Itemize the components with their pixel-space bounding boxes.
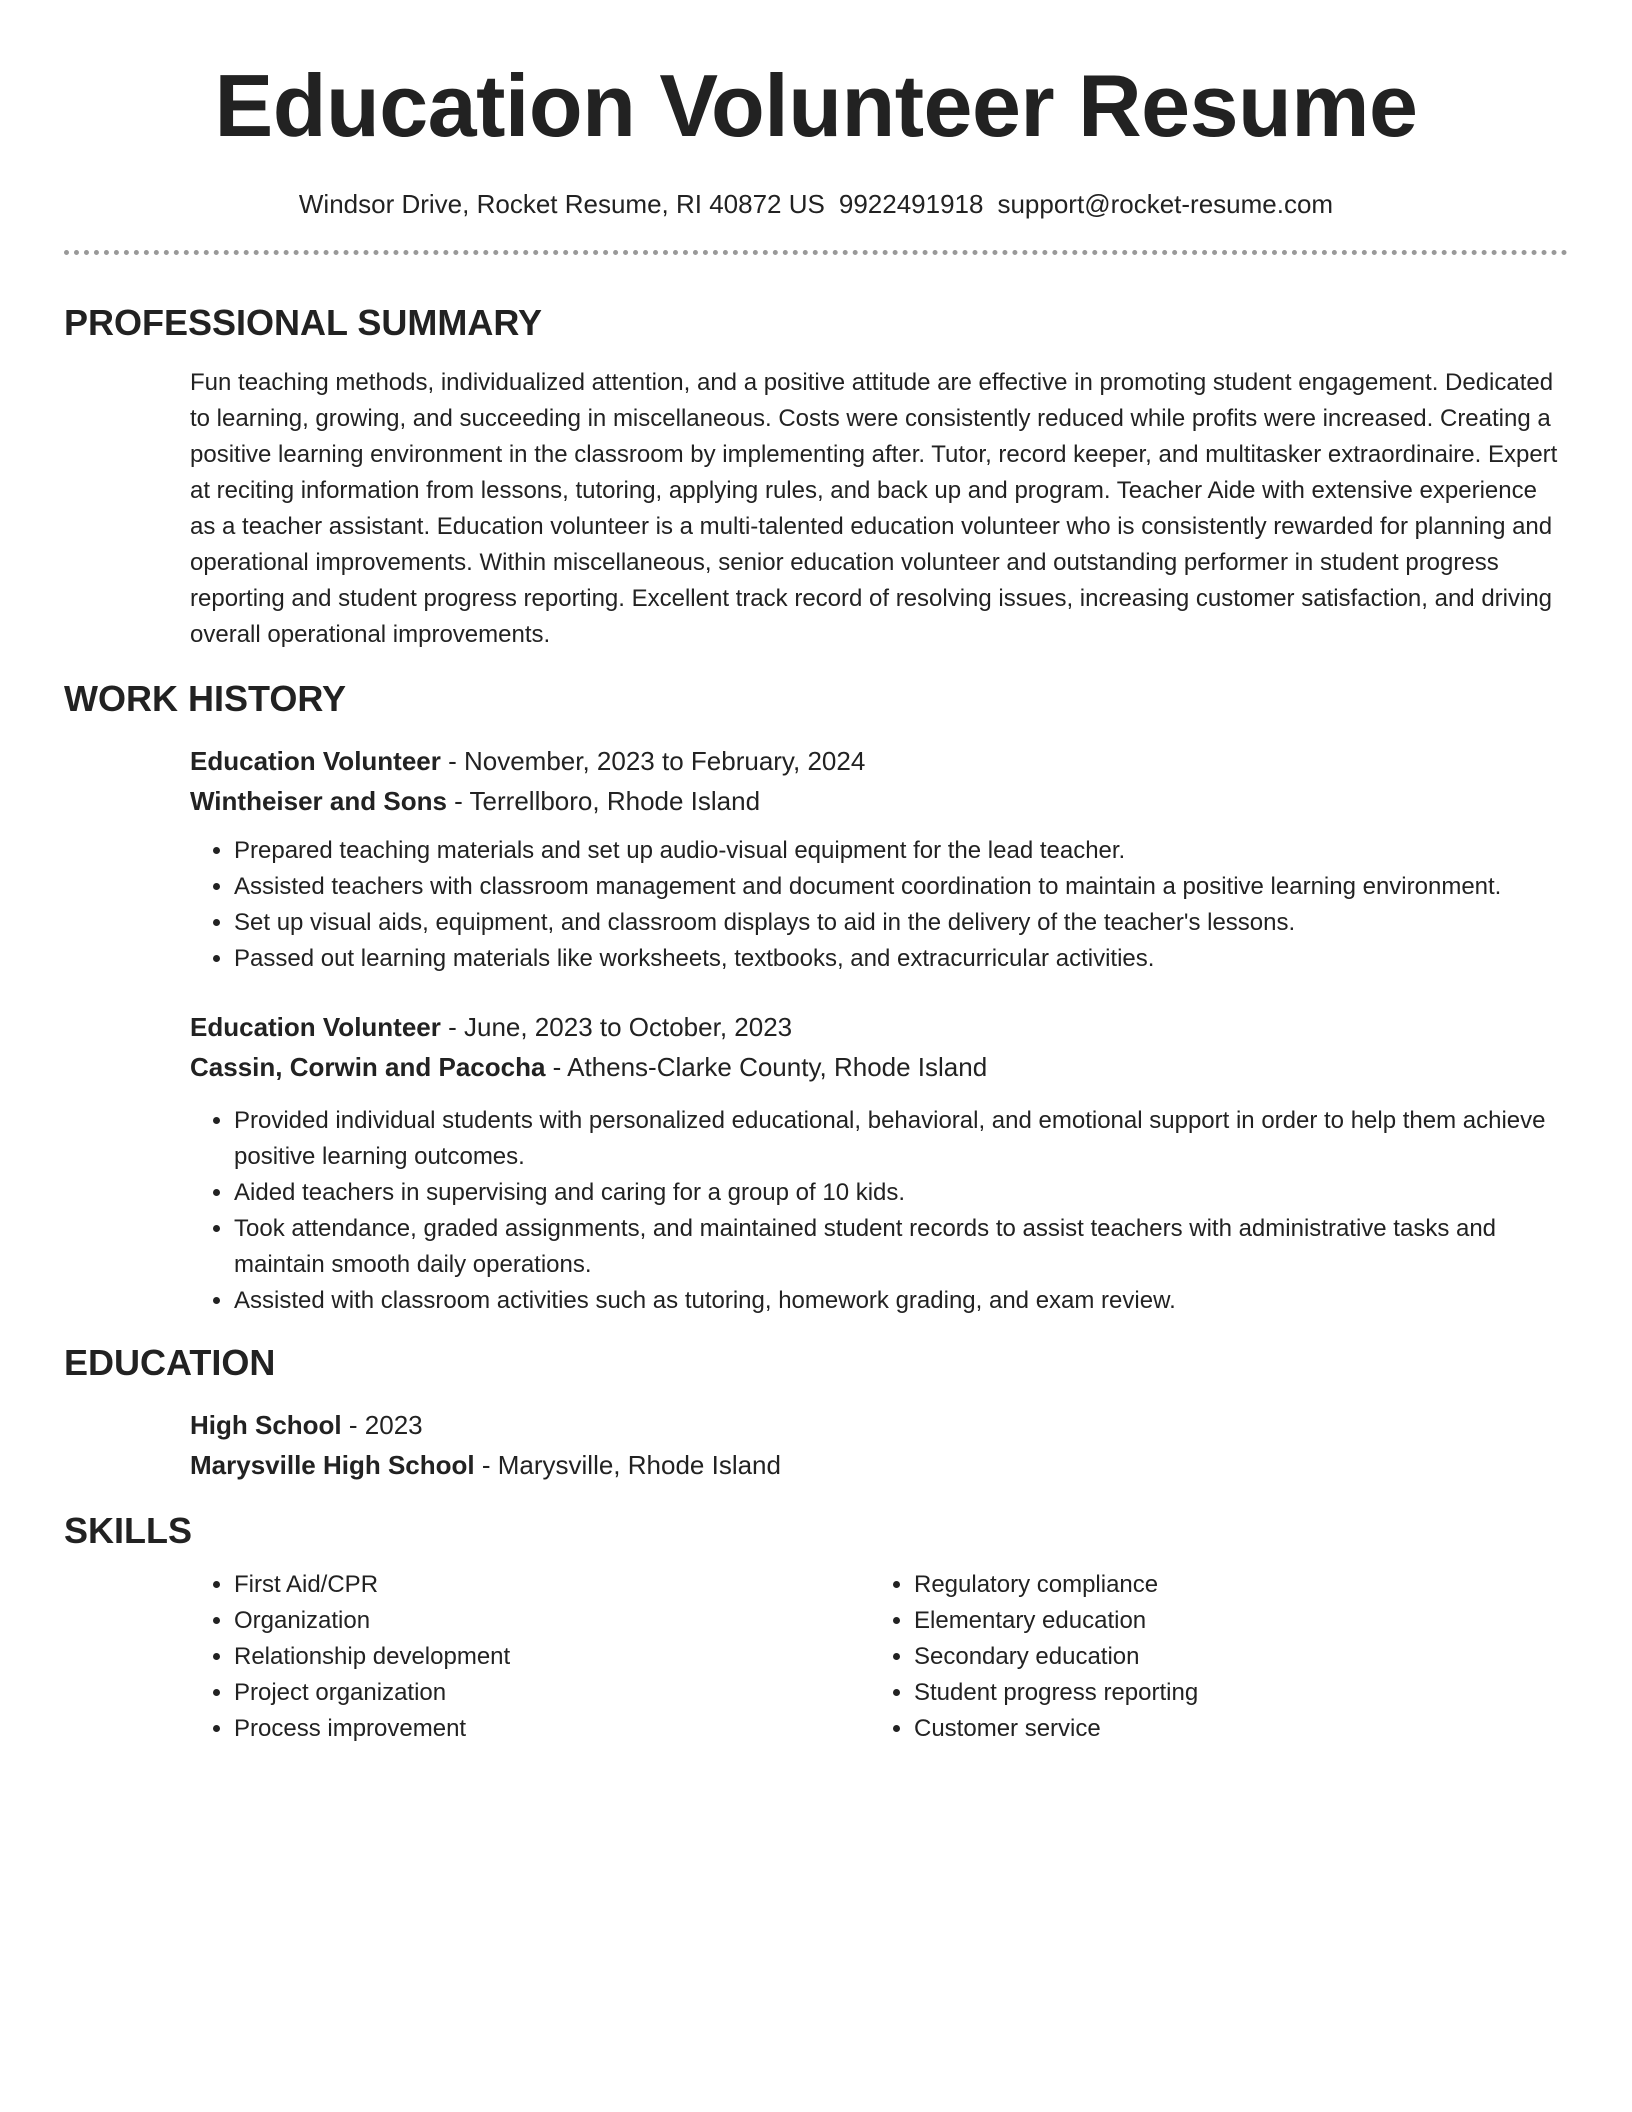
job-title-line [190,741,1568,781]
skill-item: • Process improvement [234,1711,870,1747]
job-bullet: • Passed out learning materials like worksheets, textbooks, and extracurricular activities. [234,941,1568,977]
job-bullet: • Took attendance, graded assignments, and maintained student records to assist teachers with administrative tasks and maintain smooth daily operations. [234,1211,1568,1283]
job-company-line [190,1047,1568,1087]
contact-address: Windsor Drive, Rocket Resume, RI 40872 US [298,189,825,219]
job-company: Cassin, Corwin and Pacocha [190,1052,546,1082]
skill-item: • Regulatory compliance [914,1567,1550,1603]
contact-phone: 9922491918 [838,189,984,219]
skills-heading: SKILLS [64,1510,193,1551]
summary-heading: PROFESSIONAL SUMMARY [64,302,543,343]
job-bullet: • Assisted with classroom activities such as tutoring, homework grading, and exam review. [234,1283,1568,1319]
job-title: Education Volunteer [190,746,441,776]
job-bullet: • Aided teachers in supervising and caring for a group of 10 kids. [234,1175,1568,1211]
school-line [190,1445,1568,1485]
school-location: - Marysville, Rhode Island [474,1450,781,1480]
skills-grid [190,1567,1568,1747]
skill-item: • Elementary education [914,1603,1550,1639]
work-history-heading: WORK HISTORY [64,678,347,719]
job-location: - Athens-Clarke County, Rhode Island [545,1052,988,1082]
job-entry [190,741,1568,977]
skill-item: • Student progress reporting [914,1675,1550,1711]
skills-column-left [190,1567,870,1747]
resume-title: Education Volunteer Resume [214,56,1418,155]
contact-email: support@rocket-resume.com [997,189,1334,219]
school-name: Marysville High School [190,1450,475,1480]
job-location: - Terrellboro, Rhode Island [446,786,761,816]
job-company: Wintheiser and Sons [190,786,447,816]
job-title: Education Volunteer [190,1012,441,1042]
job-bullet: • Provided individual students with personalized educational, behavioral, and emotional support in order to help them achieve positive learning outcomes. [234,1103,1568,1175]
resume-page [64,0,1568,1747]
header-divider [64,250,1568,255]
graduation-year: - 2023 [341,1410,423,1440]
skills-list [914,1567,1550,1747]
skills-column-right [870,1567,1550,1747]
degree: High School [190,1410,342,1440]
skill-item: • Relationship development [234,1639,870,1675]
job-bullets [234,833,1568,977]
skill-item: • Project organization [234,1675,870,1711]
job-entry [190,1007,1568,1319]
summary-text: Fun teaching methods, individualized attention, and a positive attitude are effective in promoting student engagement. Dedicated to learning, growing, and succeeding in miscellaneous. Costs were consistently reduced while profits were increased. Creating a positive learning environment in the classroom by implementing after. Tutor, record keeper, and multitasker extraordinaire. Expert at reciting information from lessons, tutoring, applying rules, and back up and program. Teacher Aide with extensive experience as a teacher assistant. Education volunteer is a multi-talented education volunteer who is consistently rewarded for planning and operational improvements. Within miscellaneous, senior education volunteer and outstanding performer in student progress reporting and student progress reporting. Excellent track record of resolving issues, increasing customer satisfaction, and driving overall operational improvements. [190,369,1558,648]
skills-list [234,1567,870,1747]
job-bullet: • Set up visual aids, equipment, and classroom displays to aid in the delivery of the teacher's lessons. [234,905,1568,941]
skill-item: • Secondary education [914,1639,1550,1675]
job-company-line [190,781,1568,821]
job-bullet: • Assisted teachers with classroom management and document coordination to maintain a positive learning environment. [234,869,1568,905]
job-dates: - November, 2023 to February, 2024 [440,746,866,776]
skill-item: • First Aid/CPR [234,1567,870,1603]
job-title-line [190,1007,1568,1047]
job-bullet: • Prepared teaching materials and set up audio-visual equipment for the lead teacher. [234,833,1568,869]
job-bullets [234,1103,1568,1319]
education-heading: EDUCATION [64,1342,276,1383]
contact-line [64,188,1568,220]
job-dates: - June, 2023 to October, 2023 [440,1012,793,1042]
skill-item: • Organization [234,1603,870,1639]
degree-line [190,1405,1568,1445]
skill-item: • Customer service [914,1711,1550,1747]
